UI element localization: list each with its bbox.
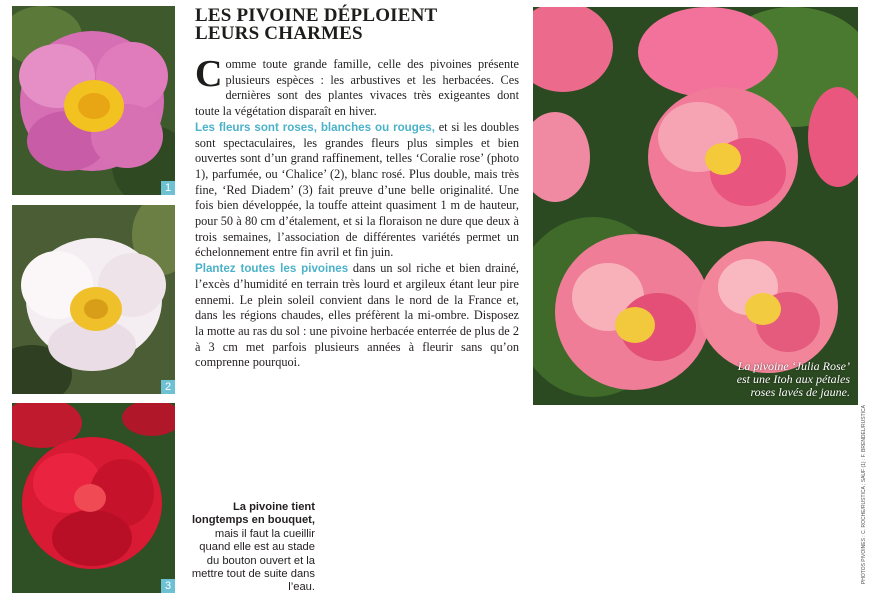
article-title: [195, 7, 525, 43]
photo-number-badge: 1: [161, 181, 175, 195]
article-body: [195, 53, 519, 371]
red-peony-image: [12, 403, 175, 593]
bouquet-caption: [184, 501, 315, 595]
julia-rose-peonies-image: [533, 7, 858, 405]
colors-paragraph: [195, 120, 519, 261]
photo-chalice: [12, 205, 175, 394]
photo-credit: PHOTOS PIVOINES : C. ROCHE/RUSTICA ; SAUF (1) : F. BRENDEL/RUSTICA: [861, 405, 867, 585]
drop-cap: C: [195, 53, 223, 95]
caption-line-2: est une Itoh aux pétales: [736, 372, 850, 386]
photo-julia-rose: [533, 7, 858, 405]
photo-number-badge: 3: [161, 579, 175, 593]
photo-number-badge: 2: [161, 380, 175, 394]
photo-red-diadem: [12, 403, 175, 593]
colors-lead: Les fleurs sont roses, blanches ou rouges,: [195, 120, 435, 134]
planting-text: dans un sol riche et bien drainé, l’excès d’humidité en terrain très lourd et argileux étant leur pire ennemi. Le plein soleil convient dans le nord de la France et, dans les régions chaudes, elles préfèrent la mi-ombre. Disposez la motte au ras du sol : une pivoine herbacée enterrée de plus de 2 à 3 cm met parfois plusieurs années à fleurir sans qu’on comprenne pourquoi.: [195, 261, 519, 370]
photo-coralie-rose: [12, 6, 175, 195]
intro-paragraph: [195, 53, 519, 120]
intro-text: omme toute grande famille, celle des pivoines présente plusieurs espèces : les arbustives et les herbacées. Ces dernières sont des plantes vivaces très exigeantes dont toute la végétation disparaît en hiver.: [195, 57, 519, 119]
colors-text: et si les doubles sont spectaculaires, les grandes fleurs plus simples et bien ouvertes sont d’un grand raffinement, telles ‘Coralie rose’ (photo 1), parfumée, ou ‘Chalice’ (2), blanc rosé. Plus double, mais très fine, ‘Red Diadem’ (3) fait preuve d’une belle originalité. Une fois bien développée, la touffe atteint quasiment 1 m de hauteur, pour 50 à 80 cm d’étalement, et si la floraison ne dure que deux à trois semaines, l’association de différentes variétés permet un échelonnement entre fin avril et fin juin.: [195, 119, 519, 260]
bouquet-caption-lead: La pivoine tient longtemps en bouquet,: [191, 501, 315, 527]
caption-line-3: roses lavés de jaune.: [750, 385, 850, 399]
big-photo-caption: [700, 360, 850, 399]
caption-line-1: La pivoine ‘Julia Rose’: [737, 359, 850, 373]
white-peony-image: [12, 205, 175, 394]
title-line-2: LEURS CHARMES: [195, 23, 363, 44]
bouquet-caption-text: mais il faut la cueillir quand elle est au stade du bouton ouvert et la mettre tout de suite dans l’eau.: [191, 527, 315, 594]
pink-peony-image: [12, 6, 175, 195]
title-line-1: LES PIVOINE DÉPLOIENT: [195, 5, 438, 26]
planting-paragraph: [195, 261, 519, 371]
planting-lead: Plantez toutes les pivoines: [195, 262, 349, 276]
